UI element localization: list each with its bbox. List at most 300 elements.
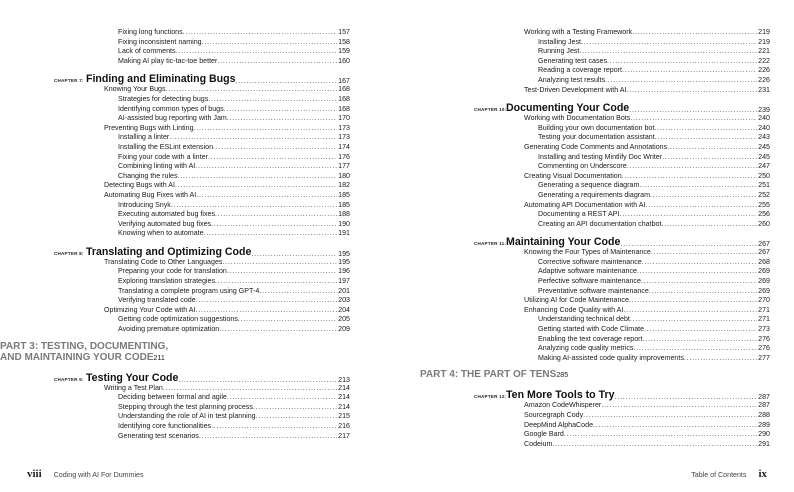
dot-leader <box>238 315 337 325</box>
toc-section[interactable] <box>506 421 770 431</box>
toc-page-number: 182 <box>338 181 350 190</box>
dot-leader <box>644 325 757 335</box>
toc-part[interactable] <box>420 369 770 381</box>
dot-leader <box>583 411 757 421</box>
toc-page-number: 243 <box>758 133 770 142</box>
part-title-line <box>420 369 770 381</box>
dot-leader <box>259 287 337 297</box>
page-number-left: viii <box>27 468 42 480</box>
toc-subsection[interactable] <box>86 315 350 325</box>
toc-entry-title: Identifying core functionalities <box>118 422 212 430</box>
toc-page-number: 191 <box>338 229 350 238</box>
dot-leader <box>641 277 757 287</box>
toc-section[interactable] <box>506 440 770 450</box>
toc-section[interactable] <box>86 258 350 268</box>
dot-leader <box>251 250 337 258</box>
toc-entry-title: Knowing Your Bugs <box>104 85 166 94</box>
toc-page-number: 158 <box>338 37 350 46</box>
dot-leader <box>667 143 757 153</box>
toc-page-number: 203 <box>338 296 350 305</box>
dot-leader <box>627 86 758 96</box>
toc-subsection[interactable] <box>86 325 350 335</box>
dot-leader <box>166 85 338 95</box>
chapter-title: Finding and Eliminating Bugs <box>86 73 236 86</box>
toc-section[interactable] <box>506 401 770 411</box>
dot-leader <box>579 47 757 57</box>
toc-entry-title: Amazon CodeWhisperer <box>524 401 602 410</box>
toc-subsection[interactable] <box>506 181 770 191</box>
toc-page-number: 168 <box>338 104 350 113</box>
toc-subsection[interactable] <box>86 105 350 115</box>
toc-entry-title: Understanding the role of AI in test planning <box>118 412 256 421</box>
toc-page-number: 173 <box>338 133 350 142</box>
toc-subsection[interactable] <box>506 133 770 143</box>
dot-leader <box>215 277 337 287</box>
toc-entry-title: Executing automated bug fixes <box>118 210 216 219</box>
toc-subsection[interactable] <box>86 114 350 124</box>
toc-entry-title: Knowing the Four Types of Maintenance <box>524 248 651 257</box>
dot-leader <box>208 153 337 163</box>
toc-page-number: 168 <box>338 85 350 94</box>
toc-entry-title: Translating a complete program using GPT-4 <box>118 286 260 295</box>
toc-chapter[interactable] <box>474 229 770 249</box>
dot-leader <box>199 432 337 442</box>
dot-leader <box>224 105 337 115</box>
toc-entry-title: Stepping through the test planning process <box>118 402 253 411</box>
chapter-title: Documenting Your Code <box>506 102 630 115</box>
toc-page-number: 215 <box>338 412 350 421</box>
footer-left <box>27 468 144 480</box>
toc-page-number: 221 <box>758 47 770 56</box>
toc-subsection[interactable] <box>86 267 350 277</box>
toc-entry-title: Building your own documentation bot <box>538 123 655 132</box>
dot-leader <box>654 124 757 134</box>
toc-subsection[interactable] <box>506 76 770 86</box>
dot-leader <box>620 240 757 248</box>
toc-entry-title: Verifying automated bug fixes <box>118 219 212 228</box>
dot-leader <box>650 191 757 201</box>
toc-entry-title: Getting started with Code Climate <box>538 325 645 334</box>
toc-section[interactable] <box>86 384 350 394</box>
toc-subsection[interactable] <box>506 66 770 76</box>
toc-entry-title: Creating an API documentation chatbot <box>538 219 662 228</box>
toc-subsection[interactable] <box>506 191 770 201</box>
toc-page-number: 214 <box>338 383 350 392</box>
toc-page-number: 252 <box>758 190 770 199</box>
toc-page-number: 269 <box>758 277 770 286</box>
toc-entry-title: Generating a requirements diagram <box>538 190 650 199</box>
dot-leader <box>163 384 337 394</box>
toc-section[interactable] <box>506 296 770 306</box>
toc-subsection[interactable] <box>506 344 770 354</box>
toc-entry-title: Writing a Test Plan <box>104 383 163 392</box>
toc-section[interactable] <box>86 306 350 316</box>
toc-subsection[interactable] <box>506 162 770 172</box>
toc-subsection[interactable] <box>506 47 770 57</box>
dot-leader <box>633 344 757 354</box>
dot-leader <box>629 296 757 306</box>
toc-subsection[interactable] <box>86 287 350 297</box>
toc-subsection[interactable] <box>506 38 770 48</box>
toc-entry-title: Fixing your code with a linter <box>118 152 208 161</box>
toc-subsection[interactable] <box>86 153 350 163</box>
dot-leader <box>171 201 337 211</box>
dot-leader <box>178 376 337 384</box>
toc-page-number: 256 <box>758 210 770 219</box>
toc-page-number: 214 <box>338 402 350 411</box>
running-title-right: Table of Contents <box>691 471 747 479</box>
toc-page-number: 195 <box>338 249 350 258</box>
toc-subsection[interactable] <box>86 38 350 48</box>
dot-leader <box>607 57 757 67</box>
toc-page-number: 267 <box>758 248 770 257</box>
chapter-label: CHAPTER 7: <box>54 78 84 84</box>
dot-leader <box>219 325 337 335</box>
toc-entry-title: Exploring translation strategies <box>118 277 215 286</box>
chapter-title: Translating and Optimizing Code <box>86 245 252 258</box>
toc-entry-title: Verifying translated code <box>118 296 196 305</box>
dot-leader <box>235 77 337 85</box>
toc-section[interactable] <box>506 114 770 124</box>
dot-leader <box>194 124 338 134</box>
toc-subsection[interactable] <box>506 124 770 134</box>
toc-page-number: 173 <box>338 123 350 132</box>
dot-leader <box>256 412 338 422</box>
toc-page-number: 217 <box>338 431 350 440</box>
chapter-title: Testing Your Code <box>86 371 179 384</box>
toc-entry-title: Enabling the text coverage report <box>538 334 643 343</box>
part-title-text: AND MAINTAINING YOUR CODE <box>0 351 154 363</box>
toc-entry-title: Detecting Bugs with AI <box>104 181 175 190</box>
toc-subsection[interactable] <box>506 267 770 277</box>
dot-leader <box>215 210 337 220</box>
toc-entry-title: Preventing Bugs with Linting <box>104 123 194 132</box>
toc-section[interactable] <box>506 306 770 316</box>
toc-entry-title: Changing the rules <box>118 171 178 180</box>
toc-subsection[interactable] <box>86 422 350 432</box>
dot-leader <box>253 403 337 413</box>
dot-leader <box>645 201 757 211</box>
toc-subsection[interactable] <box>86 296 350 306</box>
dot-leader <box>202 38 338 48</box>
toc-entry-title: Generating test scenarios <box>118 431 199 440</box>
dot-leader <box>195 306 337 316</box>
dot-leader <box>605 76 757 86</box>
toc-entry-title: Corrective software maintenance <box>538 257 642 266</box>
toc-page-number: 276 <box>758 344 770 353</box>
chapter-label: CHAPTER 12: <box>474 394 507 400</box>
dot-leader <box>581 38 757 48</box>
toc-entry-title: Documenting a REST API <box>538 210 620 219</box>
dot-leader <box>655 133 757 143</box>
toc-page-number: 267 <box>758 240 770 249</box>
chapter-label: CHAPTER 8: <box>54 250 84 256</box>
toc-subsection[interactable] <box>86 201 350 211</box>
toc-entry-title: Reading a coverage report <box>538 66 622 75</box>
dot-leader <box>620 210 758 220</box>
page-number-right: ix <box>758 468 767 480</box>
dot-leader <box>632 28 757 38</box>
dot-leader <box>630 114 757 124</box>
toc-page-number: 168 <box>338 94 350 103</box>
toc-page-number: 185 <box>338 190 350 199</box>
toc-page-number: 287 <box>758 393 770 402</box>
toc-page-number: 239 <box>758 106 770 115</box>
toc-page-number: 211 <box>153 353 165 362</box>
toc-page-number: 285 <box>556 371 569 380</box>
toc-page-number: 180 <box>338 171 350 180</box>
toc-entry-title: Identifying common types of bugs <box>118 104 224 113</box>
dot-leader <box>183 28 337 38</box>
chapter-label: CHAPTER 9: <box>54 376 84 382</box>
chapter-title: Ten More Tools to Try <box>506 389 615 402</box>
toc-page-number: 250 <box>758 171 770 180</box>
toc-subsection[interactable] <box>86 393 350 403</box>
toc-entry-title: Testing your documentation assistant <box>538 133 655 142</box>
toc-chapter[interactable] <box>474 382 770 402</box>
dot-leader <box>213 143 337 153</box>
toc-page-number: 273 <box>758 325 770 334</box>
dot-leader <box>227 393 337 403</box>
toc-right-column <box>420 28 770 449</box>
toc-page-number: 269 <box>758 267 770 276</box>
toc-section[interactable] <box>506 430 770 440</box>
toc-subsection[interactable] <box>86 47 350 57</box>
toc-page-number: 219 <box>758 37 770 46</box>
toc-page-number: 289 <box>758 420 770 429</box>
toc-subsection[interactable] <box>86 143 350 153</box>
toc-section[interactable] <box>86 124 350 134</box>
dot-leader <box>176 47 338 57</box>
dot-leader <box>552 440 757 450</box>
toc-section[interactable] <box>506 201 770 211</box>
toc-page-number: 291 <box>758 439 770 448</box>
toc-section[interactable] <box>506 28 770 38</box>
toc-page-number: 170 <box>338 114 350 123</box>
toc-entry-title: Working with Documentation Bots <box>524 114 631 123</box>
toc-entry-title: Codeium <box>524 439 553 448</box>
toc-subsection[interactable] <box>506 258 770 268</box>
toc-section[interactable] <box>506 86 770 96</box>
toc-subsection[interactable] <box>86 172 350 182</box>
toc-page-number: 190 <box>338 219 350 228</box>
dot-leader <box>222 258 337 268</box>
part-title-line <box>0 352 350 364</box>
dot-leader <box>651 248 757 258</box>
toc-subsection[interactable] <box>506 315 770 325</box>
toc-entry-title: Lack of comments <box>118 47 176 56</box>
toc-entry-title: Creating Visual Documentation <box>524 171 622 180</box>
toc-subsection[interactable] <box>506 153 770 163</box>
dot-leader <box>642 258 757 268</box>
toc-subsection[interactable] <box>86 403 350 413</box>
toc-page-number: 205 <box>338 315 350 324</box>
toc-chapter[interactable] <box>54 365 350 384</box>
dot-leader <box>208 95 337 105</box>
toc-section[interactable] <box>86 191 350 201</box>
toc-entry-title: Perfective software maintenance <box>538 277 641 286</box>
running-title-left: Coding with AI For Dummies <box>53 471 144 479</box>
toc-entry-title: Making AI-assisted code quality improvements <box>538 353 684 362</box>
dot-leader <box>684 354 757 364</box>
dot-leader <box>178 172 338 182</box>
chapter-title: Maintaining Your Code <box>506 236 621 249</box>
toc-page-number: 245 <box>758 142 770 151</box>
toc-subsection[interactable] <box>506 220 770 230</box>
toc-page-number: 226 <box>758 75 770 84</box>
toc-part[interactable] <box>0 341 350 364</box>
toc-entry-title: AI-assisted bug reporting with Jam <box>118 114 227 123</box>
toc-entry-title: Getting code optimization suggestions <box>118 315 238 324</box>
toc-subsection[interactable] <box>86 210 350 220</box>
toc-page-number: 277 <box>758 353 770 362</box>
toc-subsection[interactable] <box>506 277 770 287</box>
part-title-line: PART 3: TESTING, DOCUMENTING, <box>0 340 169 352</box>
toc-entry-title: Preventative software maintenance <box>538 286 649 295</box>
toc-entry-title: Test-Driven Development with AI <box>524 85 627 94</box>
dot-leader <box>639 181 757 191</box>
toc-subsection[interactable] <box>86 277 350 287</box>
part-title-text: PART 4: THE PART OF TENS <box>420 369 557 381</box>
toc-subsection[interactable] <box>506 210 770 220</box>
dot-leader <box>615 393 758 401</box>
toc-page-number: 188 <box>338 210 350 219</box>
dot-leader <box>196 296 337 306</box>
toc-entry-title: Strategies for detecting bugs <box>118 94 209 103</box>
dot-leader <box>630 315 757 325</box>
toc-page-number: 157 <box>338 28 350 36</box>
toc-section[interactable] <box>506 172 770 182</box>
toc-entry-title: Introducing Snyk <box>118 200 171 209</box>
dot-leader <box>661 220 757 230</box>
toc-page-number: 247 <box>758 162 770 171</box>
toc-page-number: 204 <box>338 305 350 314</box>
toc-chapter[interactable] <box>54 239 350 258</box>
toc-entry-title: Optimizing Your Code with AI <box>104 305 196 314</box>
toc-page-number: 240 <box>758 123 770 132</box>
toc-entry-title: Knowing when to automate <box>118 229 204 238</box>
toc-entry-title: Generating a sequence diagram <box>538 181 640 190</box>
toc-subsection[interactable] <box>86 220 350 230</box>
toc-page-number: 216 <box>338 422 350 430</box>
toc-section[interactable] <box>506 248 770 258</box>
dot-leader <box>601 401 757 411</box>
toc-left-column <box>0 28 350 441</box>
toc-page-number: 276 <box>758 334 770 343</box>
toc-page-number: 245 <box>758 152 770 161</box>
toc-subsection[interactable] <box>86 162 350 172</box>
toc-entry-title: Google Bard <box>524 430 564 439</box>
toc-subsection[interactable] <box>86 133 350 143</box>
toc-page-number: 288 <box>758 411 770 419</box>
toc-entry-title: Commenting on Underscore <box>538 162 627 171</box>
toc-page-number: 177 <box>338 162 350 171</box>
toc-page-number: 167 <box>338 77 350 86</box>
toc-page-number: 197 <box>338 277 350 286</box>
toc-chapter[interactable] <box>474 95 770 115</box>
toc-entry-title: Analyzing test results <box>538 75 606 84</box>
toc-subsection[interactable] <box>86 95 350 105</box>
toc-entry-title: Generating test cases <box>538 56 608 65</box>
toc-entry-title: Deciding between formal and agile <box>118 393 227 402</box>
toc-page-number: 196 <box>338 267 350 276</box>
toc-page-number: 260 <box>758 219 770 228</box>
toc-subsection[interactable] <box>506 287 770 297</box>
dot-leader <box>643 335 758 345</box>
toc-entry-title: Automating Bug Fixes with AI <box>104 190 197 199</box>
toc-page-number: 214 <box>338 393 350 402</box>
toc-subsection[interactable] <box>86 432 350 442</box>
toc-page-number: 270 <box>758 296 770 305</box>
toc-subsection[interactable] <box>506 57 770 67</box>
toc-page-number: 290 <box>758 430 770 439</box>
toc-page-number: 160 <box>338 56 350 65</box>
toc-entry-title: Enhancing Code Quality with AI <box>524 305 624 314</box>
toc-section[interactable] <box>506 411 770 421</box>
dot-leader <box>623 306 757 316</box>
toc-section[interactable] <box>506 143 770 153</box>
toc-entry-title: Combining linting with AI <box>118 162 196 171</box>
dot-leader <box>169 133 337 143</box>
toc-entry-title: Translating Code to Other Languages <box>104 257 223 266</box>
dot-leader <box>227 114 337 124</box>
toc-subsection[interactable] <box>506 325 770 335</box>
toc-entry-title: Installing and testing Mintlify Doc Writer <box>538 152 663 161</box>
dot-leader <box>175 181 337 191</box>
toc-page-number: 287 <box>758 401 770 410</box>
toc-page-number: 176 <box>338 152 350 161</box>
dot-leader <box>196 191 337 201</box>
toc-page-number: 195 <box>338 257 350 266</box>
toc-entry-title: Adaptive software maintenance <box>538 267 637 276</box>
toc-subsection[interactable] <box>86 57 350 67</box>
toc-page-number: 201 <box>338 286 350 295</box>
toc-section[interactable] <box>86 85 350 95</box>
toc-page-number: 219 <box>758 28 770 36</box>
toc-entry-title: Preparing your code for translation <box>118 267 227 276</box>
toc-entry-title: Utilizing AI for Code Maintenance <box>524 296 629 305</box>
toc-page-number: 231 <box>758 85 770 94</box>
dot-leader <box>564 430 757 440</box>
dot-leader <box>593 421 757 431</box>
dot-leader <box>204 229 338 239</box>
toc-entry-title: DeepMind AlphaCode <box>524 420 594 429</box>
toc-entry-title: Avoiding premature optimization <box>118 325 220 334</box>
dot-leader <box>622 66 757 76</box>
dot-leader <box>211 220 337 230</box>
toc-subsection[interactable] <box>506 354 770 364</box>
toc-page-number: 271 <box>758 315 770 324</box>
toc-page-number: 159 <box>338 47 350 56</box>
toc-chapter[interactable] <box>54 66 350 86</box>
toc-entry-title: Generating Code Comments and Annotations <box>524 142 668 151</box>
toc-page-number: 251 <box>758 181 770 190</box>
toc-entry-title: Installing Jest <box>538 37 581 46</box>
toc-entry-title: Analyzing code quality metrics <box>538 344 634 353</box>
dot-leader <box>211 422 337 432</box>
toc-subsection[interactable] <box>86 28 350 38</box>
toc-entry-title: Understanding technical debt <box>538 315 630 324</box>
toc-subsection[interactable] <box>506 335 770 345</box>
toc-entry-title: Fixing inconsistent naming <box>118 37 202 46</box>
toc-section[interactable] <box>86 181 350 191</box>
toc-page-number: 185 <box>338 200 350 209</box>
toc-page-number: 271 <box>758 305 770 314</box>
toc-subsection[interactable] <box>86 229 350 239</box>
dot-leader <box>637 267 757 277</box>
toc-entry-title: Sourcegraph Cody <box>524 411 584 419</box>
toc-subsection[interactable] <box>86 412 350 422</box>
